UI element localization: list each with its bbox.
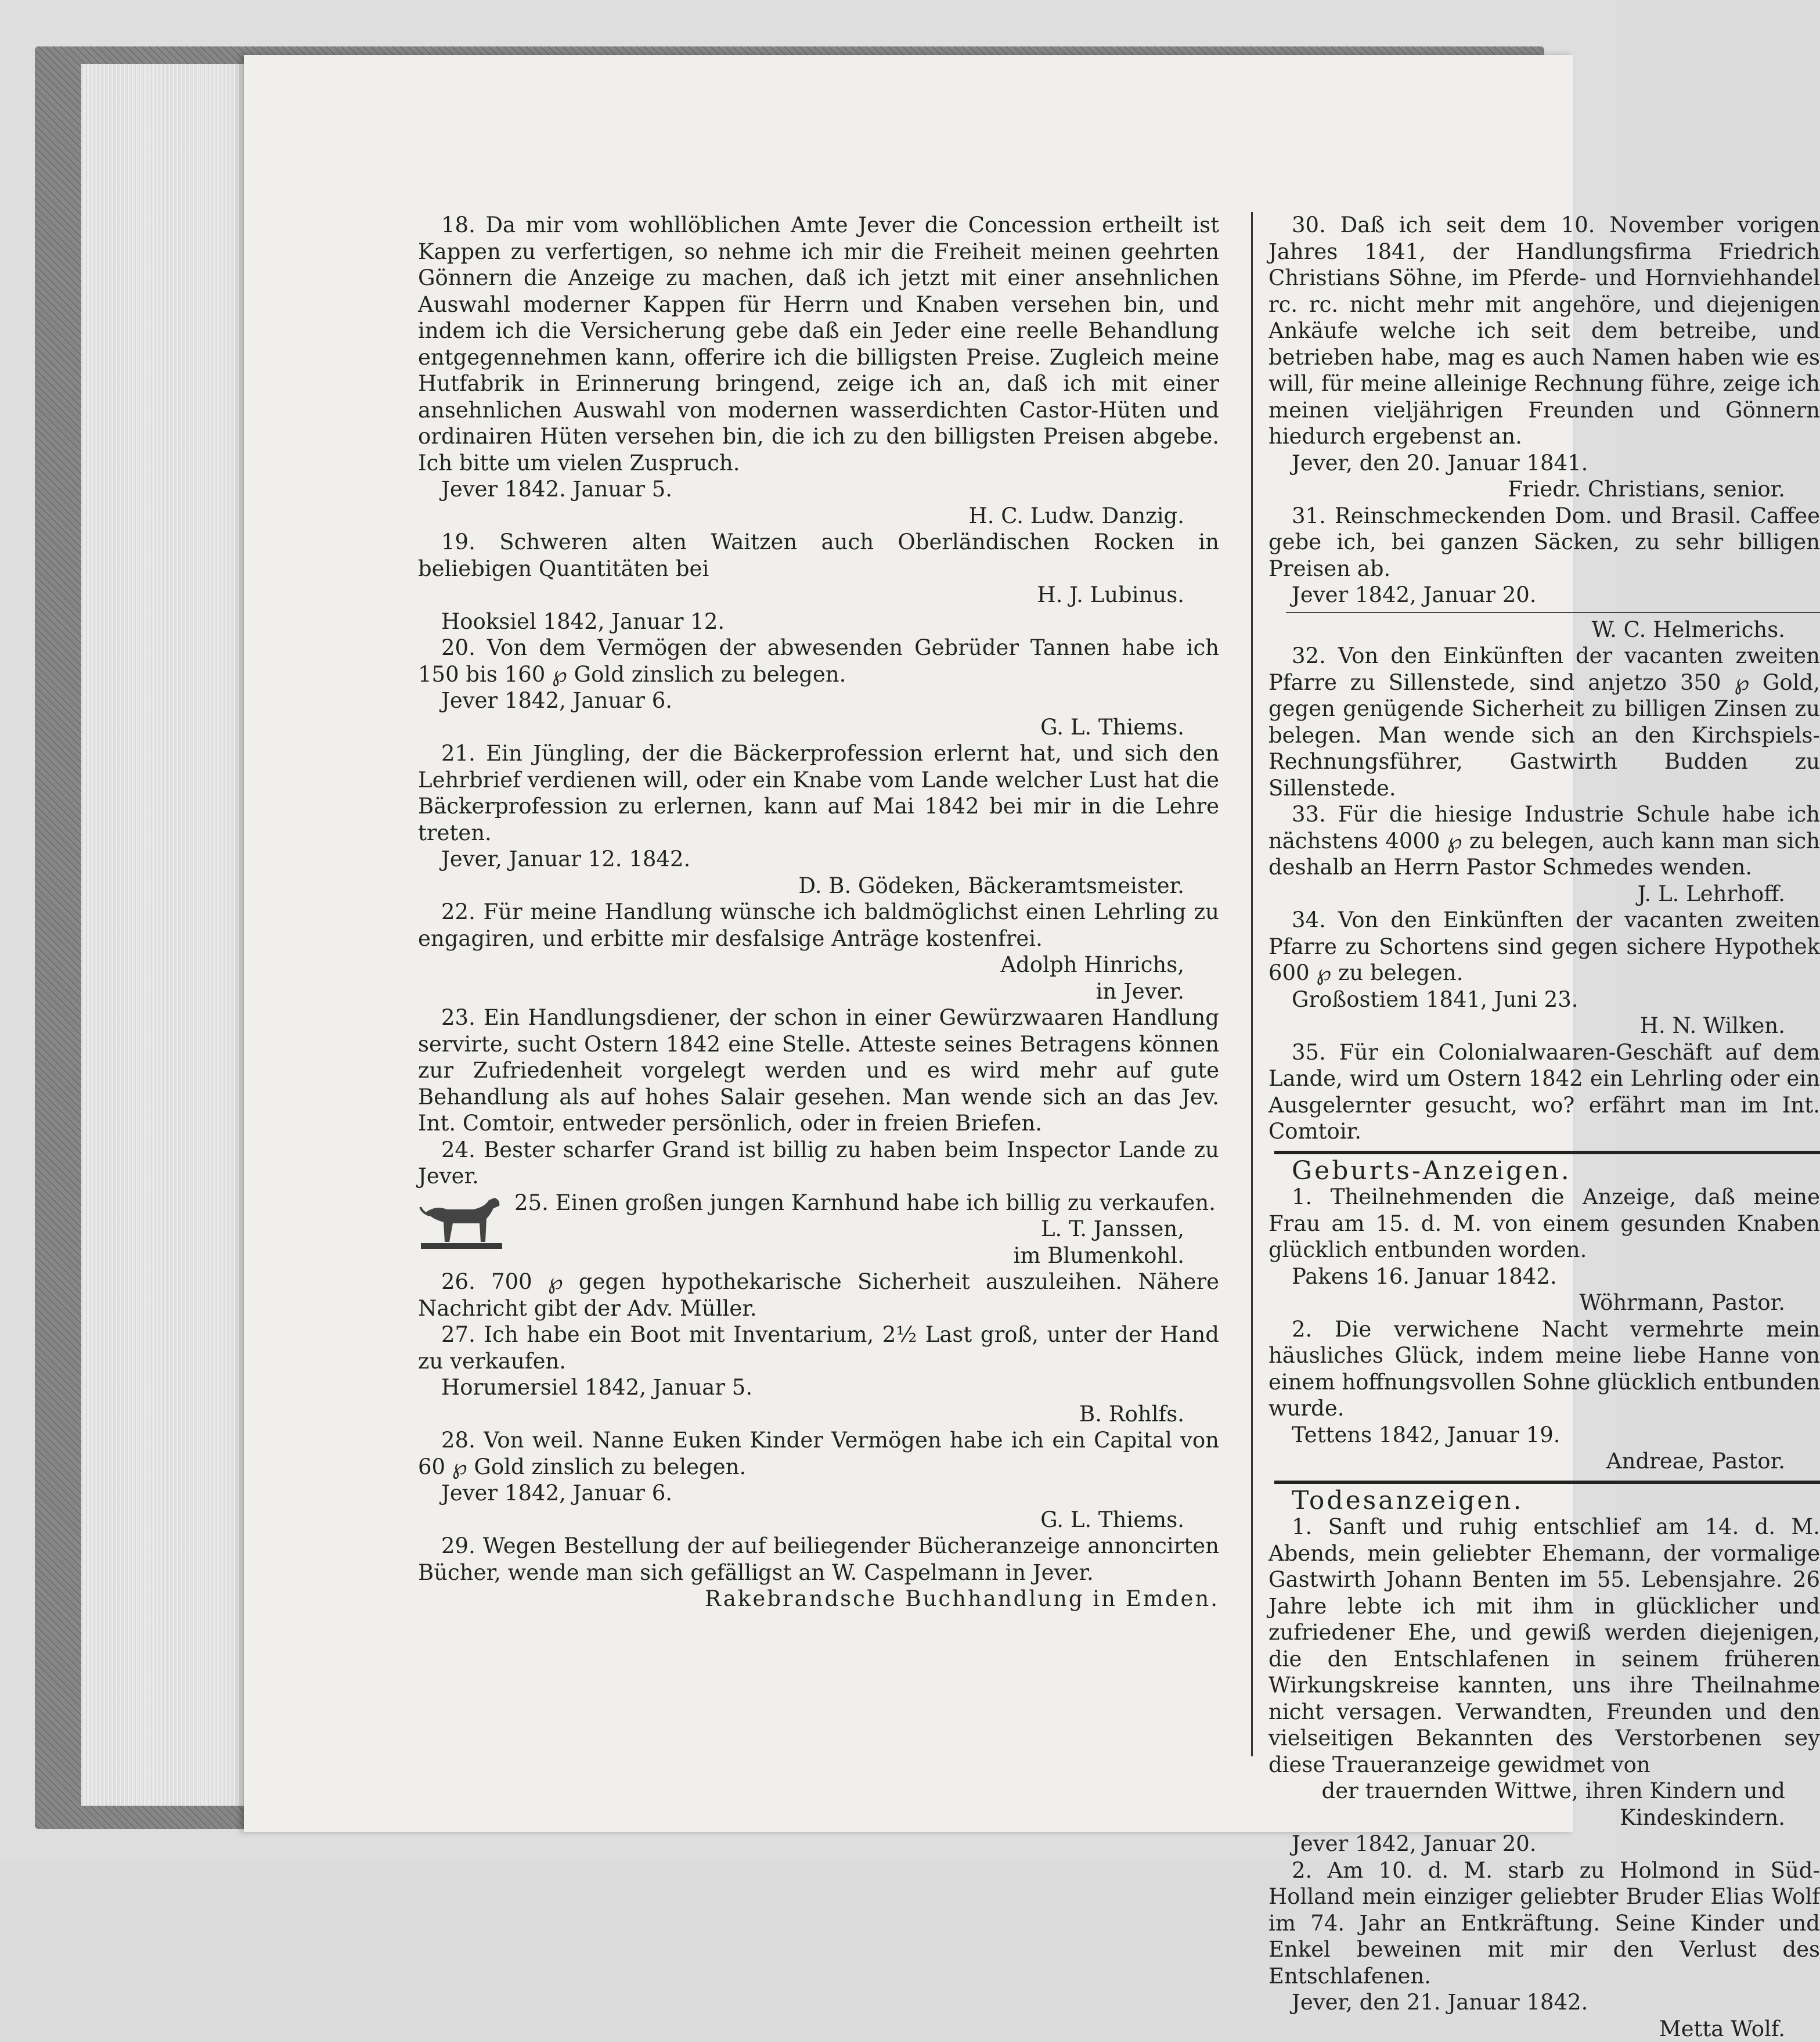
notice-number: 32. bbox=[1292, 643, 1326, 668]
notice-text: 700 ℘ gegen hypothekarische Sicherheit auszuleihen. Nähere Nachricht gibt der Adv. Müller. bbox=[418, 1269, 1219, 1321]
notice-signature: B. Rohlfs. bbox=[418, 1401, 1219, 1428]
birth-notice-2 bbox=[1268, 1316, 1820, 1475]
notice-text: Für meine Handlung wünsche ich baldmöglichst einen Lehrling zu engagiren, und erbitte mir desfalsige Anträge kostenfrei. bbox=[418, 899, 1219, 951]
notice-31 bbox=[1268, 503, 1820, 643]
notice-signature: G. L. Thiems. bbox=[418, 1507, 1219, 1533]
notice-signature: Friedr. Christians, senior. bbox=[1268, 476, 1820, 503]
notice-signature: Rakebrandsche Buchhandlung in Emden. bbox=[418, 1586, 1219, 1612]
notice-25-body bbox=[514, 1190, 1219, 1269]
death-notice-2 bbox=[1268, 1857, 1820, 2042]
notice-text: Die verwichene Nacht vermehrte mein häusliches Glück, indem meine liebe Hanne von einem hoffnungsvollen Sohne glücklich entbunden wurde. bbox=[1268, 1317, 1820, 1421]
notice-text: Von den Einkünften der vacanten zweiten Pfarre zu Schortens sind gegen sichere Hypothek 600 ℘ zu belegen. bbox=[1268, 907, 1820, 985]
births-heading: Geburts-Anzeigen. bbox=[1268, 1158, 1820, 1184]
notice-signature: H. N. Wilken. bbox=[1268, 1013, 1820, 1039]
notice-29 bbox=[418, 1533, 1219, 1612]
notice-number: 27. bbox=[441, 1322, 475, 1347]
newspaper-page bbox=[244, 55, 1573, 1832]
notice-signature: G. L. Thiems. bbox=[418, 714, 1219, 741]
notice-signature-place: im Blumenkohl. bbox=[514, 1243, 1219, 1269]
notice-text: Daß ich seit dem 10. November vorigen Jahres 1841, der Handlungsfirma Friedrich Christians Söhne, im Pferde- und Hornviehhandel rc. rc. nicht mehr mit angehöre, und diejenigen Ankäufe welche ich seit dem betreibe, und betrieben habe, mag es auch Namen haben wie es will, für meine alleinige Rechnung führe, zeige ich meinen vieljährigen Freunden und Gönnern hiedurch ergebenst an. bbox=[1268, 213, 1820, 449]
notice-signature: der trauernden Wittwe, ihren Kindern und Kindeskindern. bbox=[1268, 1778, 1820, 1831]
notice-dateline: Jever 1842, Januar 6. bbox=[418, 1480, 1219, 1507]
notice-text: Reinschmeckenden Dom. und Brasil. Caffee gebe ich, bei ganzen Säcken, zu sehr billigen Preisen ab. bbox=[1268, 503, 1820, 581]
notice-signature: H. J. Lubinus. bbox=[418, 582, 1219, 608]
dog-woodcut-icon bbox=[418, 1190, 505, 1254]
notice-number: 28. bbox=[441, 1428, 475, 1453]
notice-21 bbox=[418, 740, 1219, 899]
birth-notice-1 bbox=[1268, 1184, 1820, 1316]
notice-text: Theilnehmenden die Anzeige, daß meine Frau am 15. d. M. von einem gesunden Knaben glücklich entbunden worden. bbox=[1268, 1184, 1820, 1262]
notice-text: Sanft und ruhig entschlief am 14. d. M. Abends, mein geliebter Ehemann, der vormalige Gastwirth Johann Benten im 55. Lebensjahre. 26 Jahre lebte ich mit ihm in glücklicher und zufriedener Ehe, und gewiß werden diejenigen, die den Entschlafenen in seinem früheren Wirkungskreise kannten, uns ihre Theilnahme nicht versagen. Verwandten, Freunden und den vielseitigen Bekannten des Verstorbenen sey diese Traueranzeige gewidmet von bbox=[1268, 1514, 1820, 1777]
section-rule bbox=[1274, 1151, 1820, 1154]
notice-number: 25. bbox=[514, 1190, 549, 1215]
notice-18 bbox=[418, 212, 1219, 529]
notice-24 bbox=[418, 1137, 1219, 1190]
notice-26 bbox=[418, 1269, 1219, 1321]
notice-dateline: Jever 1842, Januar 6. bbox=[418, 687, 1219, 714]
notice-number: 1. bbox=[1292, 1514, 1312, 1539]
notice-number: 21. bbox=[441, 741, 475, 766]
notice-number: 35. bbox=[1292, 1040, 1326, 1065]
notice-number: 31. bbox=[1292, 503, 1326, 528]
notice-dateline: Jever, Januar 12. 1842. bbox=[418, 846, 1219, 873]
notice-number: 34. bbox=[1292, 907, 1326, 932]
death-notice-1 bbox=[1268, 1514, 1820, 1857]
notice-22 bbox=[418, 899, 1219, 1004]
notice-number: 24. bbox=[441, 1137, 475, 1162]
notice-text: Bester scharfer Grand ist billig zu haben beim Inspector Lande zu Jever. bbox=[418, 1137, 1219, 1189]
section-rule bbox=[1274, 1481, 1820, 1484]
notice-32 bbox=[1268, 643, 1820, 801]
notice-dateline: Jever, den 20. Januar 1841. bbox=[1268, 450, 1820, 477]
notice-number: 33. bbox=[1292, 802, 1326, 827]
notice-text: Ich habe ein Boot mit Inventarium, 2½ Last groß, unter der Hand zu verkaufen. bbox=[418, 1322, 1219, 1374]
notice-signature: D. B. Gödeken, Bäckeramtsmeister. bbox=[418, 873, 1219, 899]
notice-text: Am 10. d. M. starb zu Holmond in Süd-Holland mein einziger geliebter Bruder Elias Wolf im 74. Jahr an Entkräftung. Seine Kinder und Enkel beweinen mit mir den Verlust des Entschlafenen. bbox=[1268, 1858, 1820, 1989]
notice-dateline: Pakens 16. Januar 1842. bbox=[1268, 1263, 1820, 1290]
notice-text: Schweren alten Waitzen auch Oberländischen Rocken in beliebigen Quantitäten bei bbox=[418, 530, 1219, 581]
notice-number: 20. bbox=[441, 635, 475, 660]
notice-23 bbox=[418, 1004, 1219, 1137]
notice-dateline: Jever 1842. Januar 5. bbox=[418, 476, 1219, 503]
notice-signature: Wöhrmann, Pastor. bbox=[1268, 1290, 1820, 1316]
notice-dateline: Jever 1842, Januar 20. bbox=[1268, 1831, 1820, 1857]
notice-signature: Adolph Hinrichs, bbox=[418, 952, 1219, 978]
notice-text: Da mir vom wohllöblichen Amte Jever die Concession ertheilt ist Kappen zu verfertigen, so nehme ich mir die Freiheit meinen geehrten Gönnern die Anzeige zu machen, daß ich jetzt mit einer ansehnlichen Auswahl moderner Kappen für Herrn und Knaben versehen bin, und indem ich die Versicherung gebe daß ein Jeder eine reelle Behandlung entgegennehmen kann, offerire ich die billigsten Preise. Zugleich meine Hutfabrik in Erinnerung bringend, zeige ich an, daß ich mit einer ansehnlichen Auswahl von modernen wasserdichten Castor-Hüten und ordinairen Hüten versehen bin, die ich zu den billigsten Preisen abgebe. Ich bitte um vielen Zuspruch. bbox=[418, 213, 1219, 476]
notice-text: Für ein Colonialwaaren-Geschäft auf dem Lande, wird um Ostern 1842 ein Lehrling oder ein Ausgelernter gesucht, wo? erfährt man im Int. Comtoir. bbox=[1268, 1040, 1820, 1144]
notice-number: 2. bbox=[1292, 1858, 1312, 1883]
notice-number: 23. bbox=[441, 1005, 475, 1030]
notice-dateline: Hooksiel 1842, Januar 12. bbox=[418, 608, 1219, 635]
notice-text: Einen großen jungen Karnhund habe ich billig zu verkaufen. bbox=[556, 1190, 1216, 1215]
separator-rule bbox=[1286, 612, 1820, 613]
notice-text: Ein Handlungsdiener, der schon in einer Gewürzwaaren Handlung servirte, sucht Ostern 1842 eine Stelle. Atteste seines Betragens können zur Zufriedenheit vorgelegt werden und es wird mehr auf gute Behandlung als auf hohes Salair gesehen. Man wende sich an das Jev. Int. Comtoir, entweder persönlich, oder in freien Briefen. bbox=[418, 1005, 1219, 1136]
notice-signature-place: in Jever. bbox=[418, 978, 1219, 1005]
notice-34 bbox=[1268, 907, 1820, 1039]
notice-dateline: Horumersiel 1842, Januar 5. bbox=[418, 1374, 1219, 1401]
notice-number: 2. bbox=[1292, 1317, 1312, 1342]
notice-number: 22. bbox=[441, 899, 475, 924]
notice-number: 19. bbox=[441, 530, 475, 554]
notice-dateline: Großostiem 1841, Juni 23. bbox=[1268, 986, 1820, 1013]
notice-text: Von weil. Nanne Euken Kinder Vermögen habe ich ein Capital von 60 ℘ Gold zinslich zu belegen. bbox=[418, 1428, 1219, 1479]
notice-number: 1. bbox=[1292, 1184, 1312, 1209]
notice-dateline: Jever, den 21. Januar 1842. bbox=[1268, 1989, 1820, 2016]
notice-text: Von den Einkünften der vacanten zweiten Pfarre zu Sillenstede, sind anjetzo 350 ℘ Gold, gegen genügende Sicherheit zu billigen Zinsen zu belegen. Man wende sich an den Kirchspiels-Rechnungsführer, Gastwirth Budden zu Sillenstede. bbox=[1268, 643, 1820, 801]
notice-number: 18. bbox=[441, 213, 475, 237]
column-divider bbox=[1251, 212, 1253, 1756]
notice-number: 26. bbox=[441, 1269, 475, 1294]
notice-text: Für die hiesige Industrie Schule habe ich nächstens 4000 ℘ zu belegen, auch kann man sich deshalb an Herrn Pastor Schmedes wenden. bbox=[1268, 802, 1820, 880]
notice-20 bbox=[418, 635, 1219, 740]
notice-dateline: Tettens 1842, Januar 19. bbox=[1268, 1422, 1820, 1449]
notice-signature: W. C. Helmerichs. bbox=[1268, 617, 1820, 643]
notice-signature: Metta Wolf. bbox=[1268, 2016, 1820, 2042]
notice-number: 29. bbox=[441, 1533, 475, 1558]
right-column bbox=[1268, 212, 1820, 2042]
notice-signature: J. L. Lehrhoff. bbox=[1268, 881, 1820, 907]
notice-33 bbox=[1268, 801, 1820, 907]
notice-27 bbox=[418, 1321, 1219, 1427]
notice-35 bbox=[1268, 1039, 1820, 1145]
deaths-heading: Todesanzeigen. bbox=[1268, 1488, 1820, 1514]
notice-text: Wegen Bestellung der auf beiliegender Bücheranzeige annoncirten Bücher, wende man sich gefälligst an W. Caspelmann in Jever. bbox=[418, 1533, 1219, 1585]
notice-signature: Andreae, Pastor. bbox=[1268, 1448, 1820, 1475]
notice-text: Ein Jüngling, der die Bäckerprofession erlernt hat, und sich den Lehrbrief verdienen will, oder ein Knabe vom Lande welcher Lust hat die Bäckerprofession zu erlernen, kann auf Mai 1842 bei mir in die Lehre treten. bbox=[418, 741, 1219, 845]
notice-19 bbox=[418, 529, 1219, 635]
notice-dateline: Jever 1842, Januar 20. bbox=[1268, 582, 1820, 608]
notice-number: 30. bbox=[1292, 213, 1326, 237]
notice-signature: H. C. Ludw. Danzig. bbox=[418, 503, 1219, 530]
notice-30 bbox=[1268, 212, 1820, 503]
notice-signature: L. T. Janssen, bbox=[514, 1216, 1219, 1243]
notice-25 bbox=[418, 1190, 1219, 1269]
notice-text: Von dem Vermögen der abwesenden Gebrüder Tannen habe ich 150 bis 160 ℘ Gold zinslich zu belegen. bbox=[418, 635, 1219, 687]
left-column bbox=[418, 212, 1219, 1612]
notice-28 bbox=[418, 1427, 1219, 1533]
